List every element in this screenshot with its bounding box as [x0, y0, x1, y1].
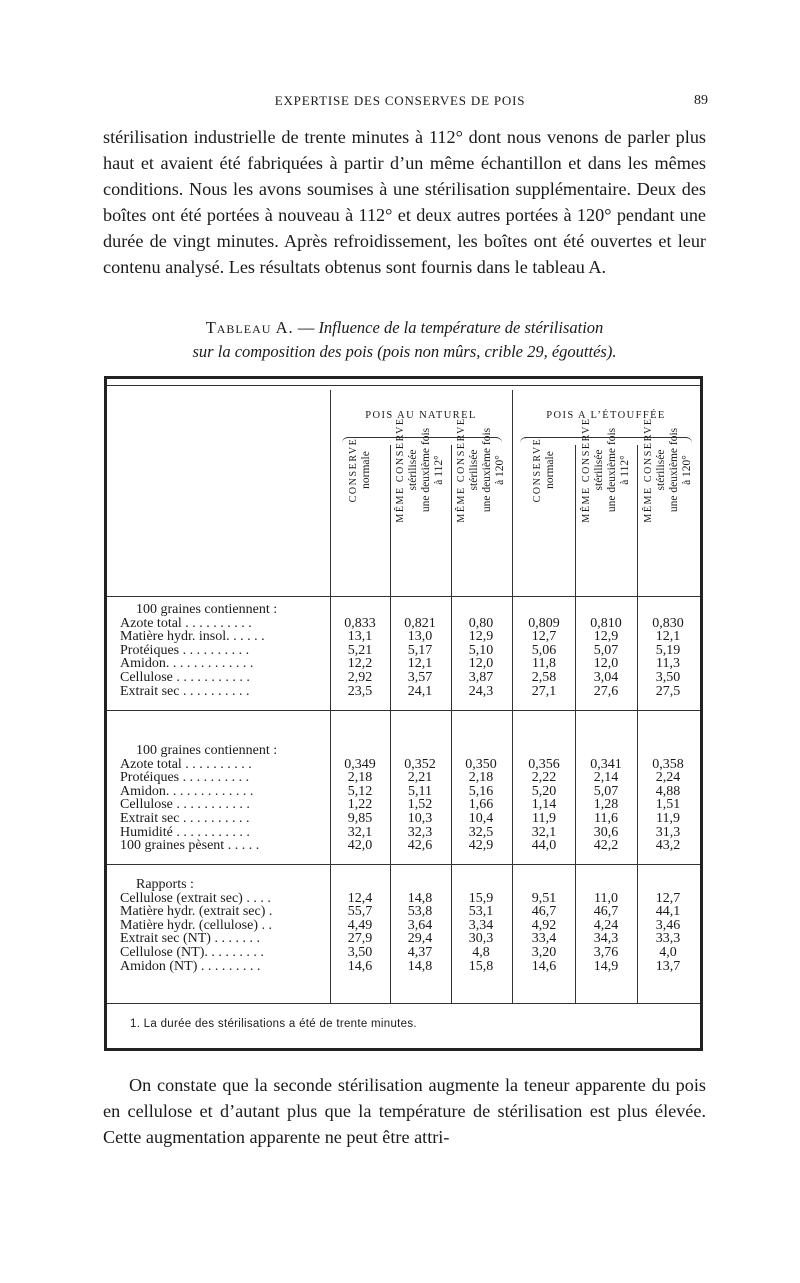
table-cell: 5,20 — [531, 783, 557, 799]
table-cell: 4,88 — [655, 783, 681, 799]
column-header-2-line3: une deuxième fois — [420, 427, 432, 513]
table-cell: 12,9 — [468, 629, 494, 645]
table-cell: 5,07 — [593, 642, 619, 658]
section-title: 100 graines contiennent : — [136, 603, 278, 617]
table-cell: 27,6 — [593, 683, 619, 699]
rule-section-1-bottom — [107, 710, 700, 711]
column-header-2 — [393, 385, 447, 555]
table-cell: 3,76 — [593, 945, 619, 960]
table-cell: 3,50 — [655, 670, 681, 685]
table-cell: 44,0 — [531, 838, 557, 854]
table-cell: 53,8 — [407, 904, 433, 920]
table-cell: 11,8 — [532, 656, 556, 672]
table-cell: 3,64 — [407, 917, 433, 933]
table-cell: 5,12 — [347, 783, 373, 799]
body-paragraph-2: On constate que la seconde stérilisation augmente la teneur apparente du pois en cellulose et d’autant plus que la température de stérilisation est plus élevée. Cette augmentation apparente ne peut être attri- — [103, 1075, 706, 1147]
table-cell: 2,58 — [531, 670, 557, 685]
row-label: Matière hydr. insol. . . . . . — [120, 630, 265, 644]
row-label: Amidon (NT) . . . . . . . . . — [120, 959, 261, 974]
section-title: 100 graines contiennent : — [136, 744, 278, 758]
row-label: Protéiques . . . . . . . . . . — [120, 771, 250, 785]
table-cell: 46,7 — [593, 904, 619, 920]
row-label: Cellulose (extrait sec) . . . . — [120, 891, 271, 906]
table-cell: 0,833 — [344, 615, 376, 631]
table-footnote: 1. La durée des stérilisations a été de trente minutes. — [130, 1018, 417, 1030]
table-cell: 24,3 — [468, 683, 494, 699]
table-cell: 0,358 — [652, 756, 684, 772]
row-label: Matière hydr. (extrait sec) . — [120, 905, 273, 919]
column-header-2-line1: MÊME CONSERVE — [395, 417, 406, 523]
table-cell: 14,8 — [407, 890, 433, 906]
table-cell: 14,9 — [593, 958, 619, 974]
table-cell: 5,16 — [468, 783, 494, 799]
table-cell: 0,830 — [652, 615, 684, 631]
table-cell: 34,3 — [593, 931, 619, 947]
table-cell: 5,11 — [408, 783, 432, 799]
table-cell: 0,349 — [344, 756, 376, 772]
table-cell: 14,8 — [407, 958, 433, 974]
table-cell: 15,9 — [468, 890, 494, 906]
table-cell: 27,9 — [347, 931, 373, 947]
column-header-4 — [517, 385, 571, 555]
table-caption — [103, 316, 706, 364]
column-header-3-line3: une deuxième fois — [481, 427, 493, 513]
column-header-6 — [641, 385, 695, 555]
table-cell: 1,14 — [531, 797, 557, 813]
column-header-3-line2: stérilisée — [468, 449, 480, 491]
table-cell: 23,5 — [347, 683, 373, 699]
table-cell: 32,1 — [347, 824, 373, 840]
table-cell: 12,1 — [407, 656, 433, 672]
table-cell: 3,20 — [531, 945, 557, 960]
table-cell: 13,7 — [655, 958, 681, 974]
column-header-5 — [579, 385, 633, 555]
column-header-3-line4: à 120° — [494, 455, 506, 485]
table-cell: 27,5 — [655, 683, 681, 699]
table-cell: 13,1 — [347, 629, 373, 645]
table-cell: 10,3 — [407, 811, 433, 826]
caption-title-line2: sur la composition des pois (pois non mûrs, crible 29, égouttés). — [192, 342, 617, 361]
row-label: Cellulose . . . . . . . . . . . — [120, 671, 250, 685]
table-cell: 0,350 — [465, 756, 497, 772]
column-header-1-line2: normale — [360, 451, 372, 489]
table-cell: 42,0 — [347, 838, 373, 854]
column-header-1-line1: CONSERVE — [348, 437, 359, 503]
table-cell: 14,6 — [531, 958, 557, 974]
column-header-6-line1: MÊME CONSERVE — [643, 417, 654, 523]
table-cell: 14,6 — [347, 958, 373, 974]
page-number: 89 — [694, 93, 708, 108]
table-cell: 12,2 — [347, 656, 373, 672]
table-cell: 12,9 — [593, 629, 619, 645]
row-label: Amidon. . . . . . . . . . . . . — [120, 784, 254, 799]
table-cell: 13,0 — [407, 629, 433, 645]
rule-header-bottom — [107, 596, 700, 597]
table-cell: 4,8 — [472, 945, 490, 960]
column-header-5-line1: MÊME CONSERVE — [581, 417, 592, 523]
table-cell: 12,0 — [593, 656, 619, 672]
table-cell: 11,0 — [594, 890, 618, 906]
table-cell: 2,22 — [531, 770, 557, 786]
column-header-2-line4: à 112° — [433, 455, 445, 485]
body-paragraph-1: stérilisation industrielle de trente minutes à 112° dont nous venons de parler plus haut et avaient été fabriquées à partir d’un même échantillon et dans les mêmes conditions. Nous les avons soumises à une stérilisation supplémentaire. Deux des boîtes ont été portées à nouveau à 112° et deux autres portées à 120° pendant une durée de vingt minutes. Après refroidissement, les boîtes ont été ouvertes et leur contenu analysé. Les résultats obtenus sont fournis dans le tableau A. — [103, 127, 706, 277]
table-cell: 15,8 — [468, 958, 494, 974]
table-cell: 46,7 — [531, 904, 557, 920]
table-cell: 5,19 — [655, 642, 681, 658]
table-cell: 29,4 — [407, 931, 433, 947]
table-cell: 42,6 — [407, 838, 433, 854]
caption-label: Tableau A. — [205, 318, 294, 337]
table-cell: 30,3 — [468, 931, 494, 947]
row-label: Cellulose . . . . . . . . . . . — [120, 798, 250, 812]
table-cell: 3,87 — [468, 670, 494, 685]
table-cell: 42,2 — [593, 838, 619, 854]
caption-title-line1: Influence de la température de stérilisation — [318, 318, 604, 337]
column-header-6-line2: stérilisée — [655, 449, 667, 491]
table-cell: 32,3 — [407, 824, 433, 840]
table-cell: 0,341 — [590, 756, 622, 772]
table-cell: 44,1 — [655, 904, 681, 920]
row-label: Extrait sec . . . . . . . . . . — [120, 812, 250, 826]
table-cell: 0,810 — [590, 615, 622, 631]
table-cell: 11,3 — [656, 656, 680, 672]
table-cell: 1,66 — [468, 797, 494, 813]
table-cell: 12,0 — [468, 656, 494, 672]
table-cell: 11,6 — [594, 811, 618, 826]
running-head — [0, 93, 800, 113]
table-cell: 12,7 — [655, 890, 681, 906]
table-cell: 4,49 — [347, 917, 373, 933]
table-cell: 5,07 — [593, 783, 619, 799]
table-cell: 5,10 — [468, 642, 494, 658]
column-header-3-line1: MÊME CONSERVE — [456, 417, 467, 523]
row-label: Extrait sec (NT) . . . . . . . — [120, 932, 260, 946]
row-label: Extrait sec . . . . . . . . . . — [120, 684, 250, 699]
table-cell: 53,1 — [468, 904, 494, 920]
column-header-5-line3: une deuxième fois — [606, 427, 618, 513]
table-cell: 4,0 — [659, 945, 677, 960]
row-label: 100 graines pèsent . . . . . — [120, 839, 260, 853]
row-label: Azote total . . . . . . . . . . — [120, 616, 252, 631]
table-cell: 33,4 — [531, 931, 557, 947]
column-header-6-line4: à 120° — [681, 455, 693, 485]
table-cell: 9,51 — [531, 890, 557, 906]
table-cell: 3,50 — [347, 945, 373, 960]
column-header-2-line2: stérilisée — [407, 449, 419, 491]
column-header-4-line2: normale — [544, 451, 556, 489]
column-header-1 — [333, 385, 387, 555]
table-cell: 9,85 — [347, 811, 373, 826]
table-cell: 12,4 — [347, 890, 373, 906]
table-cell: 11,9 — [656, 811, 680, 826]
table-cell: 2,18 — [347, 770, 373, 786]
table-cell: 31,3 — [655, 824, 681, 840]
row-label: Azote total . . . . . . . . . . — [120, 757, 252, 772]
table-cell: 5,21 — [347, 642, 373, 658]
table-cell: 0,821 — [404, 615, 436, 631]
table-cell: 42,9 — [468, 838, 494, 854]
table-cell: 3,57 — [407, 670, 433, 685]
caption-dash: — — [293, 318, 319, 337]
column-header-3 — [454, 385, 508, 555]
group-header-natural: POIS AU NATUREL — [365, 410, 477, 421]
table-cell: 43,2 — [655, 838, 681, 854]
table-cell: 0,809 — [528, 615, 560, 631]
rule-table-footer — [107, 1003, 700, 1004]
table-cell: 55,7 — [347, 904, 373, 920]
row-label: Humidité . . . . . . . . . . . — [120, 825, 250, 840]
table-cell: 3,04 — [593, 670, 619, 685]
table-cell: 30,6 — [593, 824, 619, 840]
column-header-6-line3: une deuxième fois — [668, 427, 680, 513]
table-cell: 12,7 — [531, 629, 557, 645]
row-label: Matière hydr. (cellulose) . . — [120, 918, 273, 933]
table-cell: 2,21 — [407, 770, 433, 786]
table-cell: 5,06 — [531, 642, 557, 658]
column-header-5-line2: stérilisée — [593, 449, 605, 491]
group-header-etouffee: POIS A L’ÉTOUFFÉE — [546, 410, 666, 421]
table-cell: 4,37 — [407, 945, 433, 960]
table-cell: 10,4 — [468, 811, 494, 826]
table-cell: 12,1 — [655, 629, 681, 645]
table-cell: 32,1 — [531, 824, 557, 840]
table-cell: 4,24 — [593, 917, 619, 933]
table-cell: 3,34 — [468, 917, 494, 933]
table-cell: 0,80 — [468, 615, 494, 631]
table-cell: 2,24 — [655, 770, 681, 786]
table-cell: 1,28 — [593, 797, 619, 813]
table-cell: 11,9 — [532, 811, 556, 826]
column-header-4-line1: CONSERVE — [532, 437, 543, 503]
table-cell: 2,92 — [347, 670, 373, 685]
table-cell: 5,17 — [407, 642, 433, 658]
table-cell: 4,92 — [531, 917, 557, 933]
table-cell: 0,356 — [528, 756, 560, 772]
table-cell: 24,1 — [407, 683, 433, 699]
row-label: Cellulose (NT). . . . . . . . . — [120, 946, 264, 960]
table-cell: 2,18 — [468, 770, 494, 786]
table-cell: 0,352 — [404, 756, 436, 772]
table-cell: 3,46 — [655, 917, 681, 933]
table-cell: 32,5 — [468, 824, 494, 840]
table-cell: 1,22 — [347, 797, 373, 813]
row-label: Amidon. . . . . . . . . . . . . — [120, 657, 254, 671]
table-cell: 1,52 — [407, 797, 433, 813]
row-label: Protéiques . . . . . . . . . . — [120, 643, 250, 658]
rule-section-2-bottom — [107, 864, 700, 865]
table-cell: 1,51 — [655, 797, 681, 813]
column-header-5-line4: à 112° — [619, 455, 631, 485]
section-title: Rapports : — [136, 878, 194, 892]
table-cell: 33,3 — [655, 931, 681, 947]
running-title: EXPERTISE DES CONSERVES DE POIS — [274, 93, 526, 108]
table-cell: 27,1 — [531, 683, 557, 699]
table-cell: 2,14 — [593, 770, 619, 786]
